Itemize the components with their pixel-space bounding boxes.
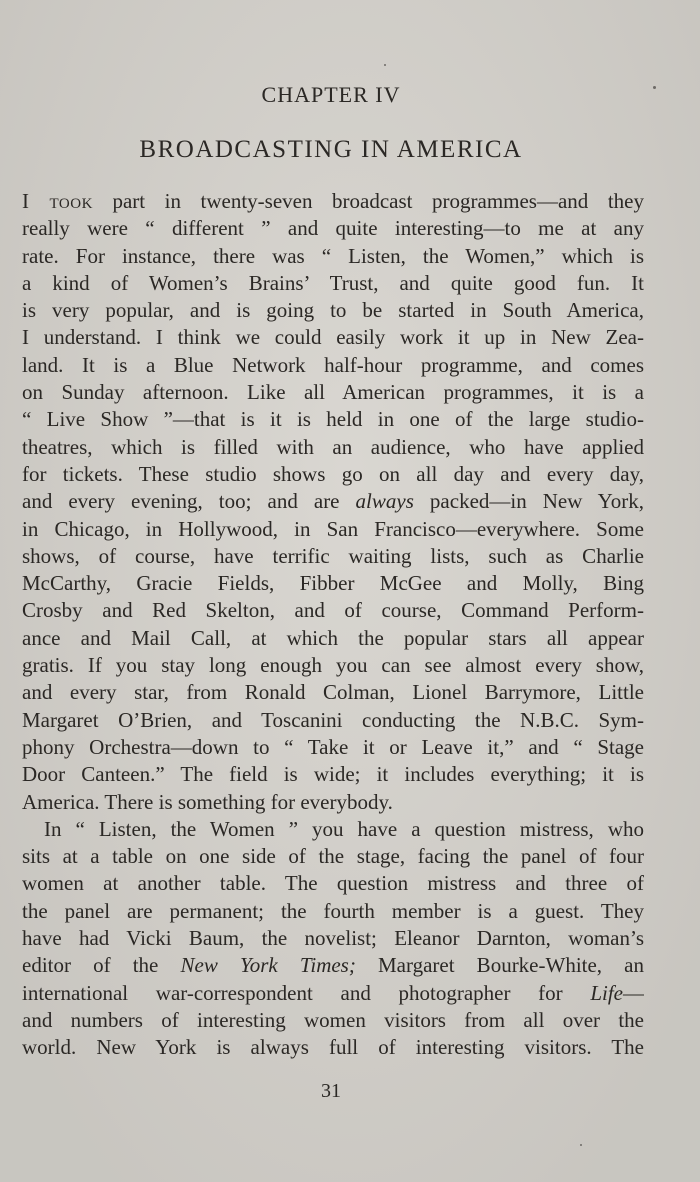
lead-word: I took (22, 189, 93, 213)
text-span: editor of the (22, 953, 181, 978)
text-line: is very popular, and is going to be started in South America, (22, 298, 644, 323)
text-line: “ Live Show ”—that is it is held in one of the large studio- (22, 407, 644, 432)
chapter-heading: CHAPTER IV (261, 82, 401, 107)
text-line: and numbers of interesting women visitors from all over the (22, 1007, 644, 1032)
text-line: Crosby and Red Skelton, and of course, Command Perform- (22, 598, 644, 623)
text-span: — (623, 980, 644, 1005)
text-line: for tickets. These studio shows go on all day and every day, (22, 461, 644, 486)
paper-speck (653, 86, 656, 89)
text-span: part in twenty-seven broadcast programmes—and they (92, 189, 644, 213)
text-line: land. It is a Blue Network half-hour programme, and comes (22, 352, 644, 377)
text-line: in Chicago, in Hollywood, in San Francisco—everywhere. Some (22, 516, 644, 541)
text-line (22, 488, 644, 515)
italic-span: New York Times; (180, 953, 356, 978)
italic-span: always (355, 489, 414, 514)
text-line (22, 980, 644, 1007)
text-line: have had Vicki Baum, the novelist; Eleanor Darnton, woman’s (22, 926, 644, 951)
chapter-title: BROADCASTING IN AMERICA (139, 136, 523, 163)
text-line (22, 952, 644, 979)
text-line (22, 188, 644, 215)
text-line: Door Canteen.” The field is wide; it includes everything; it is (22, 762, 644, 787)
text-span: Margaret Bourke-White, an (355, 953, 644, 978)
text-line: I understand. I think we could easily work it up in New Zea- (22, 325, 644, 350)
body-text (22, 188, 644, 1062)
text-line: really were “ different ” and quite interesting—to me at any (22, 216, 644, 241)
paper-speck (580, 1144, 582, 1146)
text-line: rate. For instance, there was “ Listen, the Women,” which is (22, 243, 644, 268)
text-span: packed—in New York, (413, 489, 644, 514)
text-line: gratis. If you stay long enough you can see almost every show, (22, 653, 644, 678)
text-line: world. New York is always full of interesting visitors. The (22, 1035, 644, 1060)
text-span: and every evening, too; and are (22, 489, 356, 514)
text-line: sits at a table on one side of the stage, facing the panel of four (22, 844, 644, 869)
text-line: ance and Mail Call, at which the popular stars all appear (22, 625, 644, 650)
text-line: a kind of Women’s Brains’ Trust, and quite good fun. It (22, 270, 644, 295)
text-line: Margaret O’Brien, and Toscanini conducting the N.B.C. Sym- (22, 707, 644, 732)
text-line: In “ Listen, the Women ” you have a question mistress, who (44, 816, 644, 841)
text-line: McCarthy, Gracie Fields, Fibber McGee and Molly, Bing (22, 571, 644, 596)
text-line: women at another table. The question mistress and three of (22, 871, 644, 896)
text-line: theatres, which is filled with an audience, who have applied (22, 434, 644, 459)
paper-speck (384, 64, 386, 66)
page-number: 31 (321, 1080, 341, 1102)
text-line: and every star, from Ronald Colman, Lionel Barrymore, Little (22, 680, 644, 705)
text-line: on Sunday afternoon. Like all American programmes, it is a (22, 380, 644, 405)
text-line: shows, of course, have terrific waiting lists, such as Charlie (22, 543, 644, 568)
text-line: the panel are permanent; the fourth member is a guest. They (22, 898, 644, 923)
italic-span: Life (590, 980, 623, 1005)
text-line: America. There is something for everybody. (22, 789, 393, 814)
text-span: international war-correspondent and photographer for (22, 980, 591, 1005)
text-line: phony Orchestra—down to “ Take it or Leave it,” and “ Stage (22, 734, 644, 759)
